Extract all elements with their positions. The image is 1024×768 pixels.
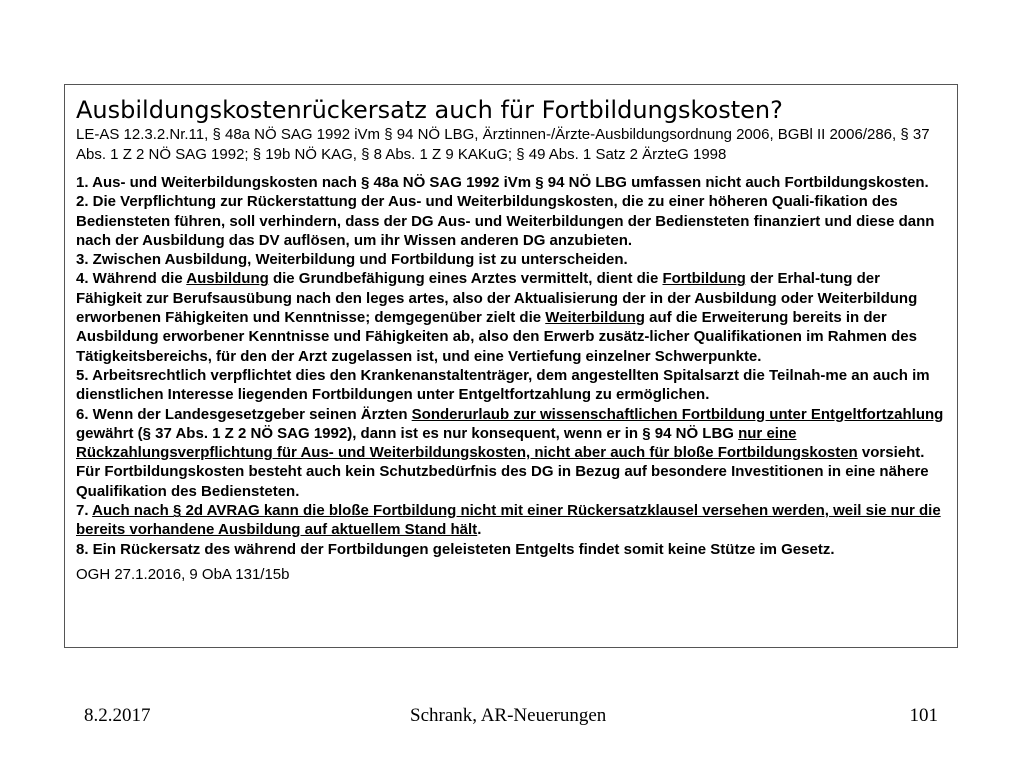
- point-4-text-g: auf die Erweiterung bereits in der Ausbildung erworbener Kenntnisse und Fähigkeiten ab, also den Erwerb zusätz-licher Qualifikationen im Rahmen des Tätigkeitsbereichs, für den der Arzt zugelassen ist, und eine Vertiefung einzelner Schwerpunkte.: [76, 309, 917, 365]
- footer-date: 8.2.2017: [84, 705, 151, 726]
- point-8: 8. Ein Rückersatz des während der Fortbildungen geleisteten Entgelts findet somit keine Stütze im Gesetz.: [76, 540, 835, 558]
- point-6-text-e: vorsieht. Für Fortbildungskosten besteht auch kein Schutzbedürfnis des DG in Bezug auf besondere Investitionen in eine nähere Qualifikation des Bediensteten.: [76, 444, 929, 500]
- point-7-text-a: 7.: [76, 502, 93, 520]
- point-4-text-a: 4. Während die: [76, 270, 187, 288]
- point-7-underline-avrag: Auch nach § 2d AVRAG kann die bloße Fortbildung nicht mit einer Rückersatzklausel versehen werden, weil sie nur die bereits vorhandene Ausbildung auf aktuellem Stand hält: [76, 502, 941, 539]
- point-5: 5. Arbeitsrechtlich verpflichtet dies den Krankenanstaltenträger, dem angestellten Spitalsarzt die Teilnah-me an auch im dienstlichen Interesse liegenden Fortbildungen unter Entgeltfortzahlung zu ermöglichen.: [76, 366, 930, 404]
- point-6-text-a: 6. Wenn der Landesgesetzgeber seinen Ärzten: [76, 405, 412, 423]
- term-weiterbildung: Weiterbildung: [545, 309, 645, 327]
- point-2: 2. Die Verpflichtung zur Rückerstattung der Aus- und Weiterbildungskosten, die zu einer höheren Quali-fikation des Bediensteten führen, soll verhindern, dass der DG Aus- und Weiterbildungen der Bediensteten finanziert und diese dann nach der Ausbildung das DV auflösen, um ihr Wissen anderen DG anzubieten.: [76, 193, 935, 249]
- term-ausbildung: Ausbildung: [186, 270, 269, 288]
- point-6-text-c: gewährt (§ 37 Abs. 1 Z 2 NÖ SAG 1992), dann ist es nur konsequent, wenn er in § 94 NÖ LBG: [76, 424, 739, 442]
- court-reference: OGH 27.1.2016, 9 ObA 131/15b: [76, 565, 290, 583]
- point-4: [76, 269, 946, 365]
- legal-citation: LE-AS 12.3.2.Nr.11, § 48a NÖ SAG 1992 iVm § 94 NÖ LBG, Ärztinnen-/Ärzte-Ausbildungsordnung 2006, BGBl II 2006/286, § 37 Abs. 1 Z 2 NÖ SAG 1992; § 19b NÖ KAG, § 8 Abs. 1 Z 9 KAKuG; § 49 Abs. 1 Satz 2 ÄrzteG 1998: [76, 126, 930, 163]
- point-6: [76, 405, 946, 501]
- footer-page-number: 101: [909, 705, 938, 726]
- content-box: [64, 84, 958, 648]
- footer-author: Schrank, AR-Neuerungen: [410, 705, 607, 726]
- point-6-underline-rueckzahlung: nur eine Rückzahlungsverpflichtung für Aus- und Weiterbildungskosten, nicht aber auch für bloße Fortbildungskosten: [76, 424, 858, 462]
- term-fortbildung: Fortbildung: [662, 270, 746, 288]
- slide-title: Ausbildungskostenrückersatz auch für Fortbildungskosten?: [76, 96, 783, 124]
- point-1: 1. Aus- und Weiterbildungskosten nach § 48a NÖ SAG 1992 iVm § 94 NÖ LBG umfassen nicht auch Fortbildungskosten.: [76, 174, 929, 191]
- point-7-text-c: .: [477, 521, 482, 539]
- point-4-text-e: der Erhal-tung der Fähigkeit zur Berufsausübung nach den leges artes, also der Aktualisierung der in der Ausbildung oder Weiterbildung erworbenen Fähigkeiten und Kenntnisse; demgegenüber zielt die: [76, 270, 918, 327]
- point-3: 3. Zwischen Ausbildung, Weiterbildung und Fortbildung ist zu unterscheiden.: [76, 251, 628, 269]
- point-7: [76, 501, 946, 540]
- point-4-text-c: die Grundbefähigung eines Arztes vermittelt, dient die: [268, 270, 663, 288]
- point-6-underline-sonderurlaub: Sonderurlaub zur wissenschaftlichen Fortbildung unter Entgeltfortzahlung: [411, 405, 944, 423]
